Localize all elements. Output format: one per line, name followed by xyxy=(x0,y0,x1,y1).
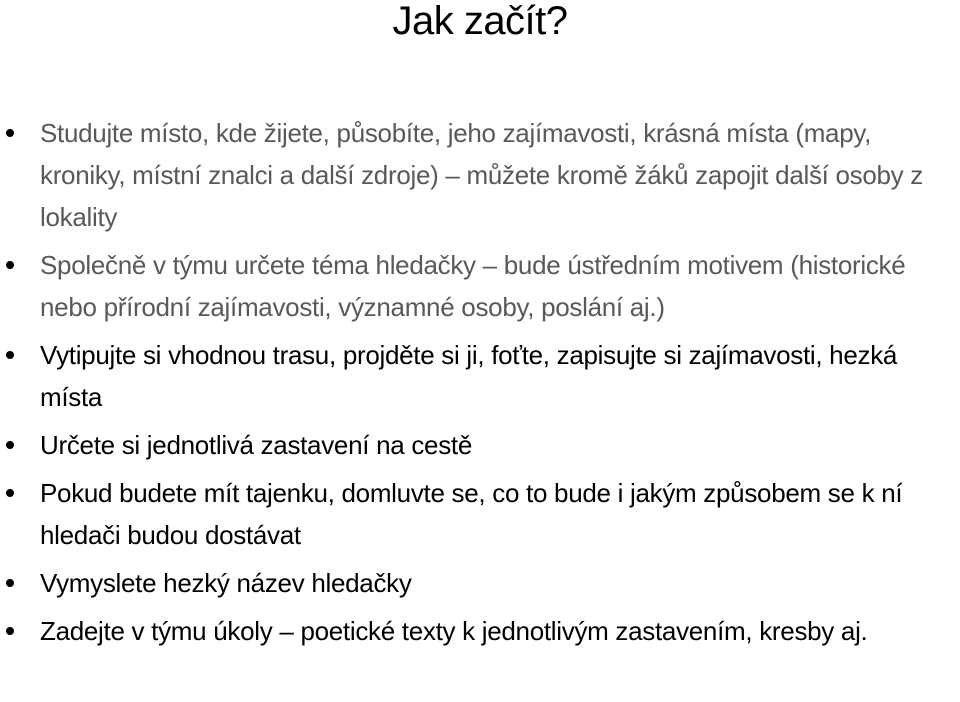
bullet-dot-icon xyxy=(6,261,14,269)
bullet-dot-icon xyxy=(6,579,14,587)
bullet-text: Určete si jednotlivá zastavení na cestě xyxy=(40,430,472,460)
bullet-dot-icon xyxy=(6,351,14,359)
bullet-item xyxy=(0,244,940,328)
bullet-item xyxy=(0,334,940,418)
bullet-dot-icon xyxy=(6,441,14,449)
bullet-text: Vytipujte si vhodnou trasu, projděte si ji, foťte, zapisujte si zajímavosti, hezká místa xyxy=(40,340,898,412)
bullet-text: Zadejte v týmu úkoly – poetické texty k jednotlivým zastavením, kresby aj. xyxy=(40,616,868,646)
bullet-text: Společně v týmu určete téma hledačky – bude ústředním motivem (historické nebo přírodní zajímavosti, významné osoby, poslání aj.) xyxy=(40,250,906,322)
bullet-text: Pokud budete mít tajenku, domluvte se, co to bude i jakým způsobem se k ní hledači budou dostávat xyxy=(40,478,903,550)
bullet-dot-icon xyxy=(6,129,14,137)
bullet-dot-icon xyxy=(6,627,14,635)
bullet-text: Studujte místo, kde žijete, působíte, jeho zajímavosti, krásná místa (mapy, kroniky, místní znalci a další zdroje) – můžete kromě žáků zapojit další osoby z lokality xyxy=(40,118,924,232)
bullet-dot-icon xyxy=(6,489,14,497)
bullet-item xyxy=(0,424,940,466)
bullet-item xyxy=(0,472,940,556)
bullet-item xyxy=(0,112,940,238)
slide-title: Jak začít? xyxy=(392,0,568,43)
bullet-list xyxy=(0,112,940,658)
bullet-item xyxy=(0,562,940,604)
bullet-text: Vymyslete hezký název hledačky xyxy=(40,568,412,598)
bullet-item xyxy=(0,610,940,652)
